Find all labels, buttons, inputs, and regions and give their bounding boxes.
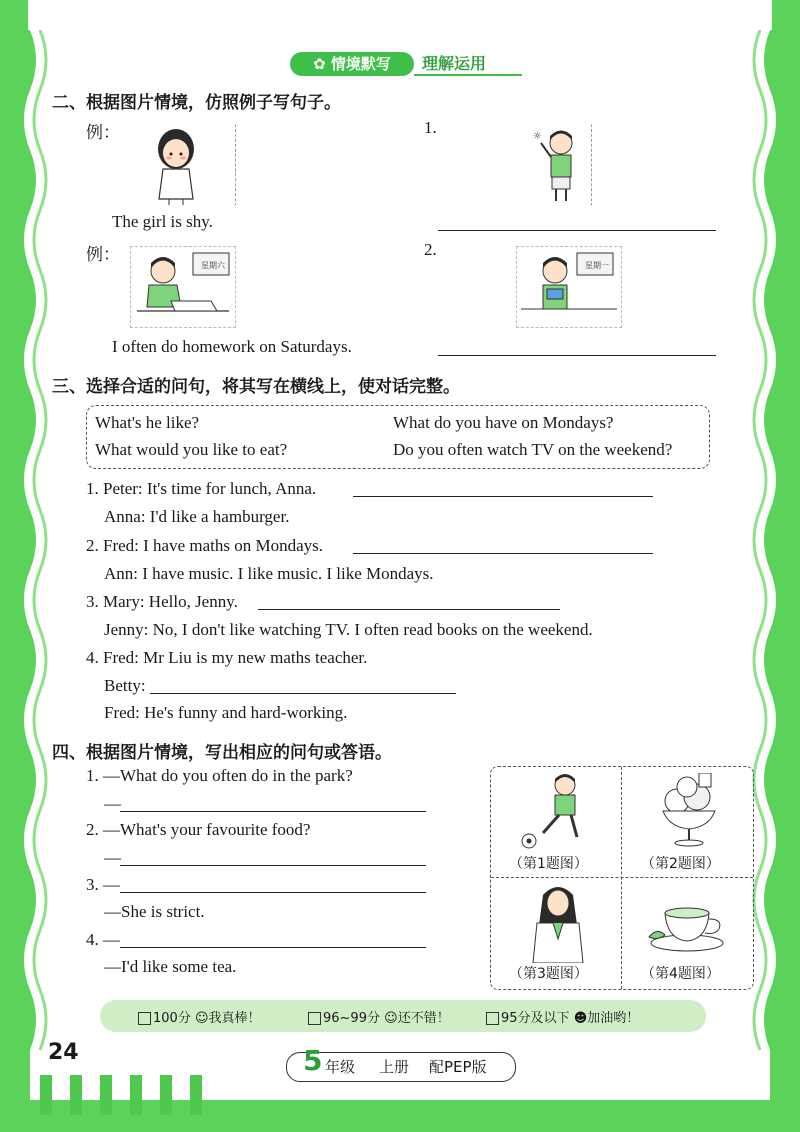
example-label-2: 例：: [86, 245, 120, 265]
dialog-4-line-3: Fred: He's funny and hard-working.: [104, 703, 348, 722]
s4-question-1: 1. —What do you often do in the park?: [86, 766, 353, 785]
answer-line-2[interactable]: [438, 355, 716, 356]
tea-cup-image: [643, 893, 733, 959]
boy-homework-image: [131, 247, 235, 327]
term-text: 上册: [379, 1058, 410, 1076]
dialog-1-line-2: Anna: I'd like a hamburger.: [104, 507, 290, 526]
svg-text:☼: ☼: [533, 131, 542, 142]
cheer-face-icon: ☻: [573, 1011, 588, 1026]
header-tag-right: 理解运用: [422, 54, 487, 73]
checkbox-2[interactable]: [308, 1012, 321, 1025]
example-label-1: 例：: [86, 123, 120, 143]
picture-boy-homework: [130, 246, 236, 328]
boy-waving-image: [531, 125, 591, 205]
checkbox-3[interactable]: [486, 1012, 499, 1025]
footer-grade-badge: [286, 1044, 516, 1082]
s4-question-3: 3. —: [86, 875, 120, 894]
picture-boy-waving: [530, 124, 592, 206]
s4-answer-3: —She is strict.: [104, 902, 205, 921]
grid-divider-v: [621, 767, 622, 989]
s4-answer-dash-2: —: [104, 848, 121, 867]
caption-2: （第2题图）: [641, 856, 720, 872]
s4-answer-dash-1: —: [104, 794, 121, 813]
caption-4: （第4题图）: [641, 966, 720, 982]
dialog-4-blank[interactable]: [150, 693, 456, 694]
edition-text: 配PEP版: [429, 1058, 487, 1076]
dialog-3-line-1: 3. Mary: Hello, Jenny.: [86, 592, 238, 611]
s4-question-4: 4. —: [86, 930, 120, 949]
options-box: [86, 405, 710, 469]
option-1: What's he like?: [95, 413, 200, 432]
header-tag-left: ✿ 情境默写: [290, 52, 414, 76]
score-option-1[interactable]: 100分 ☺我真棒！: [138, 1007, 261, 1026]
grid-divider-h: [491, 877, 753, 878]
s4-answer-4: —I'd like some tea.: [104, 957, 237, 976]
score-option-3[interactable]: 95分及以下 ☻加油哟！: [486, 1007, 639, 1026]
caption-1: （第1题图）: [509, 856, 588, 872]
calendar-text-1: 星期六: [201, 261, 225, 270]
option-4: Do you often watch TV on the weekend?: [393, 440, 673, 459]
boy-playing-football-image: [519, 771, 599, 851]
dialog-2-blank[interactable]: [353, 553, 653, 554]
s4-answer-line-2[interactable]: [120, 865, 426, 866]
s4-question-line-3[interactable]: [120, 892, 426, 893]
header-underline: [414, 74, 522, 76]
score-option-2[interactable]: 96~99分 ☺还不错！: [308, 1007, 450, 1026]
s4-question-line-4[interactable]: [120, 947, 426, 948]
example-sentence-2: I often do homework on Saturdays.: [112, 337, 352, 356]
dialog-3-blank[interactable]: [258, 609, 560, 610]
picture-grid: [490, 766, 754, 990]
calendar-text-2: 星期一: [585, 261, 609, 270]
strict-teacher-image: [523, 883, 593, 963]
dialog-4-line-1: 4. Fred: Mr Liu is my new maths teacher.: [86, 648, 368, 667]
section2-title: 二、根据图片情境，仿照例子写句子。: [52, 93, 341, 113]
neutral-face-icon: ☺: [384, 1011, 398, 1026]
picture-shy-girl: [130, 124, 236, 206]
checkbox-1[interactable]: [138, 1012, 151, 1025]
question-number-2: 2.: [424, 240, 437, 259]
example-sentence-1: The girl is shy.: [112, 212, 213, 231]
s4-question-2: 2. —What's your favourite food?: [86, 820, 311, 839]
section4-title: 四、根据图片情境，写出相应的问句或答语。: [52, 743, 392, 763]
girl-reading-image: [517, 247, 621, 327]
shy-girl-image: [131, 125, 235, 205]
dialog-3-line-2: Jenny: No, I don't like watching TV. I often read books on the weekend.: [104, 620, 593, 639]
dialog-1-blank[interactable]: [353, 496, 653, 497]
option-3: What would you like to eat?: [95, 440, 288, 459]
grade-text: 年级: [325, 1058, 356, 1076]
ice-cream-image: [651, 773, 731, 851]
dialog-4-line-2: Betty:: [104, 676, 146, 695]
answer-line-1[interactable]: [438, 230, 716, 231]
dialog-2-line-1: 2. Fred: I have maths on Mondays.: [86, 536, 324, 555]
header-tag: [290, 52, 522, 76]
grade-number: 5: [303, 1044, 323, 1077]
option-2: What do you have on Mondays?: [393, 413, 614, 432]
question-number-1: 1.: [424, 118, 437, 137]
s4-answer-line-1[interactable]: [120, 811, 426, 812]
score-bar: [100, 1000, 706, 1032]
tag-icon: ✿: [313, 55, 331, 73]
picture-girl-reading: [516, 246, 622, 328]
section3-title: 三、选择合适的问句，将其写在横线上，使对话完整。: [52, 377, 460, 397]
smile-icon: ☺: [194, 1011, 209, 1026]
dialog-2-line-2: Ann: I have music. I like music. I like Mondays.: [104, 564, 434, 583]
page-number: 24: [48, 1040, 79, 1065]
dialog-1-line-1: 1. Peter: It's time for lunch, Anna.: [86, 479, 317, 498]
caption-3: （第3题图）: [509, 966, 588, 982]
